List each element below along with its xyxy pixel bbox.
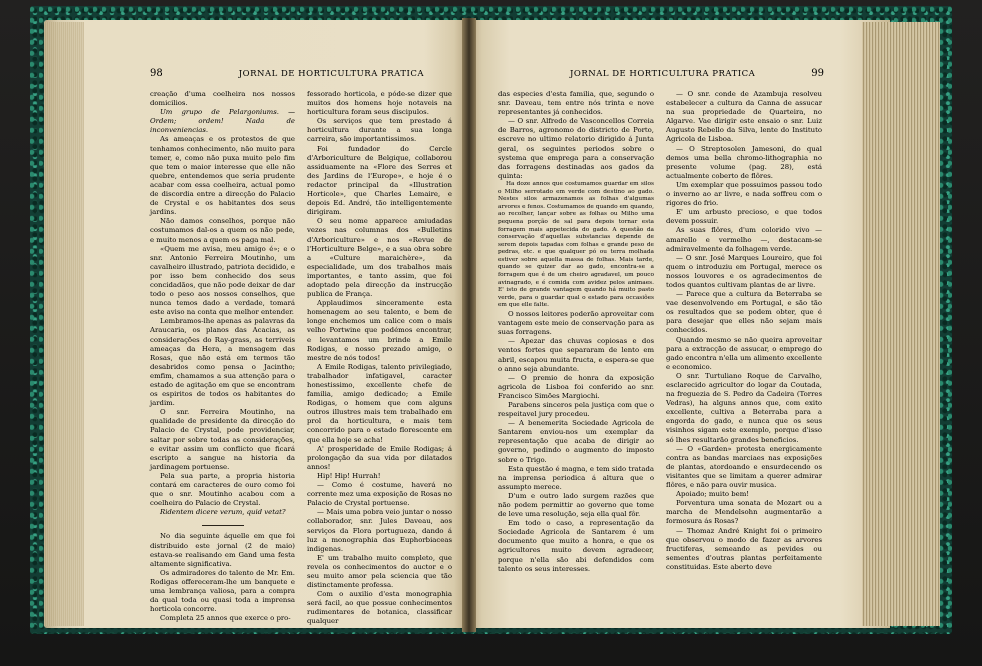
paragraph: — O Streptosolen Jamesoni, do qual demos uma bella chromo-lithographia no presente volume (pag. 28), está actualmente coberto de flôres. bbox=[666, 144, 822, 180]
paragraph: Foi fundador do Cercle d'Arboriculture de Belgique, collaborou assiduamente na «Flore des Serres et des Jardins de l'Europe», e hoje é o redactor principal da «Illustration Horticole», que Charles Lemaire, e depois Ed. André, tão intelligentemente dirigiram. bbox=[307, 144, 452, 217]
paragraph: A Emile Rodigas, talento privilegiado, trabalhador infatigavel, caracter honestissimo, excellente chefe de familia, amigo dedicado; a Emile Rodigas, o homem que com alguns outros illustres mais tem trabalhado em prol da horticultura, e mais tem concorrido para o estado florescente em que ella hoje se acha! bbox=[307, 362, 452, 444]
right-columns bbox=[498, 90, 822, 574]
paragraph: — A benemerita Sociedade Agricola de Santarem enviou-nos um exemplar da representação que acaba de dirigir ao governo, pedindo o augmento do imposto sobre o Trigo. bbox=[498, 419, 654, 464]
paragraph: Quando mesmo se não queira aproveitar para a extracção de assucar, o emprego do gado encontra n'ella um alimento excellente e economico. bbox=[666, 335, 822, 371]
paragraph: Com o auxilio d'esta monographia será facil, ao que possue conhecimentos rudimentares de botanica, classificar qualquer bbox=[307, 590, 452, 626]
paragraph: das especies d'esta familia, que, segundo o snr. Daveau, tem entre nós trinta e nove representantes já conhecidos. bbox=[498, 90, 654, 117]
paragraph: Os admiradores do talento de Mr. Em. Rodigas offereceram-lhe um banquete e uma lembrança valiosa, para a compra da qual toda ou quasi toda a imprensa horticola concorre. bbox=[150, 568, 295, 614]
paragraph: Os serviços que tem prestado á horticultura durante a sua longa carreira, são importantissimos. bbox=[307, 117, 452, 144]
paragraph: O snr. Turtuliano Roque de Carvalho, esclarecido agricultor do logar da Coutada, na freguezia de S. Pedro da Cadeira (Torres Vedras), ha alguns annos que, com exito excellente, cultiva a Beterraba para a engorda do gado, e nunca que os seus visinhos sigam este exemplo, porque d'isso só lhes resultarão grandes beneficios. bbox=[666, 371, 822, 444]
left-column-2 bbox=[307, 90, 452, 627]
left-page-content bbox=[44, 20, 468, 628]
paragraph: — Como é costume, haverá no corrente mez uma exposição de Rosas no Palacio de Crystal portuense. bbox=[307, 481, 452, 508]
page-number: 99 bbox=[811, 68, 824, 79]
paragraph: Em todo o caso, a representação da Sociedade Agricola de Santarem é um documento que muito a honra, e que os agricultores muito devem agradecer, porque n'ella são abi defendidos com talento os seus interesses. bbox=[498, 519, 654, 573]
right-page-content bbox=[470, 20, 870, 628]
paragraph: Lembramos-lhe apenas as palavras da Araucaria, os planos das Acacias, as considerações do Ray-grass, as terriveis ameaças da Hera, a mensagem das Rosas, que não está em termos tão desabridos como pensa o Jacintho; emfim, chamamos a sua attenção para o estado de agitação em que se encontram os espiritos de todos os habitantes do jardim. bbox=[150, 317, 295, 408]
paragraph: Pela sua parte, a propria historia contará em caracteres de ouro como foi que o snr. Moutinho acabou com a coelheira do Palacio de Crystal. bbox=[150, 471, 295, 508]
paragraph: — O «Garden» protesta energicamente contra as bandas marciaes nas exposições de plantas, atordoando e ensurdecendo os visitantes que se limitam a querer admirar flôres, e não para ouvir musica. bbox=[666, 444, 822, 490]
paragraph: — Thomaz André Knight foi o primeiro que observou o modo de fazer as arvores fructiferas, semeando as pevides ou sementes d'outras plantas perfeitamente constituidas. Este aberto deve bbox=[666, 526, 822, 571]
paragraph: — O snr. Alfredo de Vasconcellos Correia de Barros, agronomo do districto de Porto, escreve no ultimo relatorio dirigido á Junta geral, os seguintes periodos sobre o systema que emprega para a conservação das forragens destinadas aos gados da quinta: bbox=[498, 117, 654, 180]
page-number: 98 bbox=[150, 68, 163, 79]
right-column-2 bbox=[666, 90, 822, 574]
paragraph: — O snr. José Marques Loureiro, que foi quem o introduziu em Portugal, merece os nossos louvores e os agradecimentos de todos quantos cultivam plantas de ar livre. bbox=[666, 253, 822, 289]
running-head: JORNAL DE HORTICULTURA PRATICA bbox=[238, 69, 424, 79]
right-page-edges bbox=[862, 22, 940, 626]
paragraph: O nossos leitores poderão aproveitar com vantagem este meio de conservação para as suas forragens. bbox=[498, 310, 654, 337]
paragraph: fessorado horticola, e póde-se dizer que muitos dos homens hoje notaveis na horticultura foram seus discipulos. bbox=[307, 90, 452, 117]
paragraph: E' um arbusto precioso, e que todos devem possuir. bbox=[666, 208, 822, 226]
paragraph: As suas flôres, d'um colorido vivo — amarello e vermelho —, destacam-se admiravelmente da folhagem verde. bbox=[666, 226, 822, 253]
paragraph: Um exemplar que possuimos passou todo o inverno ao ar livre, e nada soffreu com o rigores do frio. bbox=[666, 180, 822, 208]
paragraph: O snr. Ferreira Moutinho, na qualidade de presidente da direcção do Palacio de Crystal, pode providenciar, saltar por sobre todas as considerações, e evitar assim um conflicto que ficará escripto a sangue na historia da jardinagem portuense. bbox=[150, 408, 295, 471]
paragraph: — O snr. conde de Azambuja resolveu estabelecer a cultura da Canna de assucar na sua propriedade de Quarteira, no Algarve. Vae dirigir este ensaio o snr. Luiz Augusto Rebello da Silva, lente do Instituto Agricola de Lisboa. bbox=[666, 90, 822, 144]
paragraph: A' prosperidade de Emile Rodigas; á prolongação da sua vida por dilatados annos! bbox=[307, 444, 452, 471]
running-head: JORNAL DE HORTICULTURA PRATICA bbox=[570, 69, 756, 79]
left-columns bbox=[150, 90, 452, 627]
paragraph: Completa 25 annos que exerce o pro- bbox=[160, 614, 291, 623]
right-column-1 bbox=[498, 90, 654, 574]
paragraph: — Mais uma pobra veio juntar o nosso collaborador, snr. Jules Daveau, aos serviços da Flora portugueza, dando á luz a monographia das Euphorbiaceas indigenas. bbox=[307, 508, 452, 553]
right-header bbox=[500, 68, 824, 79]
paragraph: Parabens sinceros pela justiça com que o respeitavel jury procedeu. bbox=[498, 400, 654, 419]
paragraph: Esta questão é magna, e tem sido tratada na imprensa periodica á altura que o assumpto merece. bbox=[498, 464, 654, 491]
paragraph: Não damos conselhos, porque não costumamos dal-os a quem os não pede, e muito menos a quem os paga mal. bbox=[150, 217, 295, 244]
paragraph: D'um e outro lado surgem razões que não podem permittir ao governo que tome de leve uma resolução, seja ella qual fôr. bbox=[498, 491, 654, 519]
paragraph: Apoiado; muito bem! bbox=[676, 490, 749, 499]
left-header bbox=[150, 68, 424, 79]
paragraph: No dia seguinte áquelle em que foi distribuido este jornal (2 de maio) estava-se realisando em Gand uma festa altamente significativa. bbox=[150, 532, 295, 568]
paragraph: «Quem me avisa, meu amigo é»; e o snr. Antonio Ferreira Moutinho, um cavalheiro illustrado, patriota decidido, e por isso bem conhecido dos seus concidadãos, que não pode deixar de dar todo o peso aos nossos conselhos, que nunca temos dado a verdade, tomará este aviso na conta que melhor entender. bbox=[150, 244, 295, 317]
paragraph: — O premio de honra da exposição agricola de Lisboa foi conferido ao snr. Francisco Simões Margiochi. bbox=[498, 373, 654, 400]
paragraph: As ameaças e os protestos de que tenhamos conhecimento, não muito para temer, e, como não puxa muito pelo fim que tem o maior interesse que elle não quebre, entendemos que seria prudente acabar com essa coelheira, actual pomo de discordia entre a direcção do Palacio de Crystal e os habitantes dos seus jardins. bbox=[150, 135, 295, 217]
paragraph: Porventura uma sonata de Mozart ou a marcha de Mendelsohn augmentarão a formosura ás Rosas? bbox=[666, 499, 822, 526]
paragraph: Applaudimos sinceramente esta homenagem ao seu talento, e bem de longe enchemos um calice com o mais velho Portwine que podémos encontrar, e levantamos um brinde a Emile Rodigas, e nosso prezado amigo, o mestre de nós todos! bbox=[307, 299, 452, 362]
quoted-excerpt: Ha doze annos que costumamos guardar em silos o Milho serrotado em verde com destino ao gado. Nestes silos armazenamos as folhas d'algumas arvores e fenos. Costumamos de quando em quando, ao recolher, lançar sobre as folhas ou Milho uma pequena porção de sal para depois tornar esta forragem mais appetecida do gado. A questão da conservação d'aquellas substancias depende de serem depois tapadas com folhas e grande peso de pedras, etc. e que qualquer pó ou terra molhada estiver sobre aquella massa de folhas. Mais tarde, quando se quizer dar ao gado, encontra-se a forragem que é de um cheiro agradavel, um pouco avinagrado, e é comida com avidez pelos animaes. E' isto de grande vantagem quando há muito pasto verde, para o guardar qual o estado para occasiões em que elle falte. bbox=[498, 180, 654, 309]
paragraph: — Apezar das chuvas copiosas e dos ventos fortes que separaram de lento em abril, escapou muita fructa, e espera-se que o anno seja abundante. bbox=[498, 337, 654, 373]
paragraph: Hip! Hip! Hurrah! bbox=[317, 471, 381, 480]
left-column-1 bbox=[150, 90, 295, 627]
paragraph: O seu nome apparece amiudadas vezes nas columnas dos «Bulletins d'Arboriculture» e nos «Revue de l'Horticulture Belge», e a sua obra sobre a «Culture maraichère», da especialidade, um dos trabalhos mais importantes, e tanto assim, que foi adoptado pela direcção da instrucção publica de França. bbox=[307, 217, 452, 299]
paragraph: E' um trabalho muito completo, que revela os conhecimentos do auctor e o seu muito amor pela sciencia que tão distinctamente professa. bbox=[307, 553, 452, 590]
paragraph: creação d'uma coelheira nos nossos domicilios. bbox=[150, 90, 295, 108]
section-rule bbox=[202, 525, 244, 526]
paragraph: Um grupo de Pelargoniums. — Ordem; ordem! Nada de inconveniencias. bbox=[150, 108, 295, 135]
paragraph: — Parece que a cultura da Beterraba se vae desenvolvendo em Portugal, e são tão os resultados que se podem obter, que é para desejar que elles não sejam mais conhecidos. bbox=[666, 290, 822, 335]
paragraph: Ridentem dicere verum, quid vetat? bbox=[160, 508, 286, 517]
